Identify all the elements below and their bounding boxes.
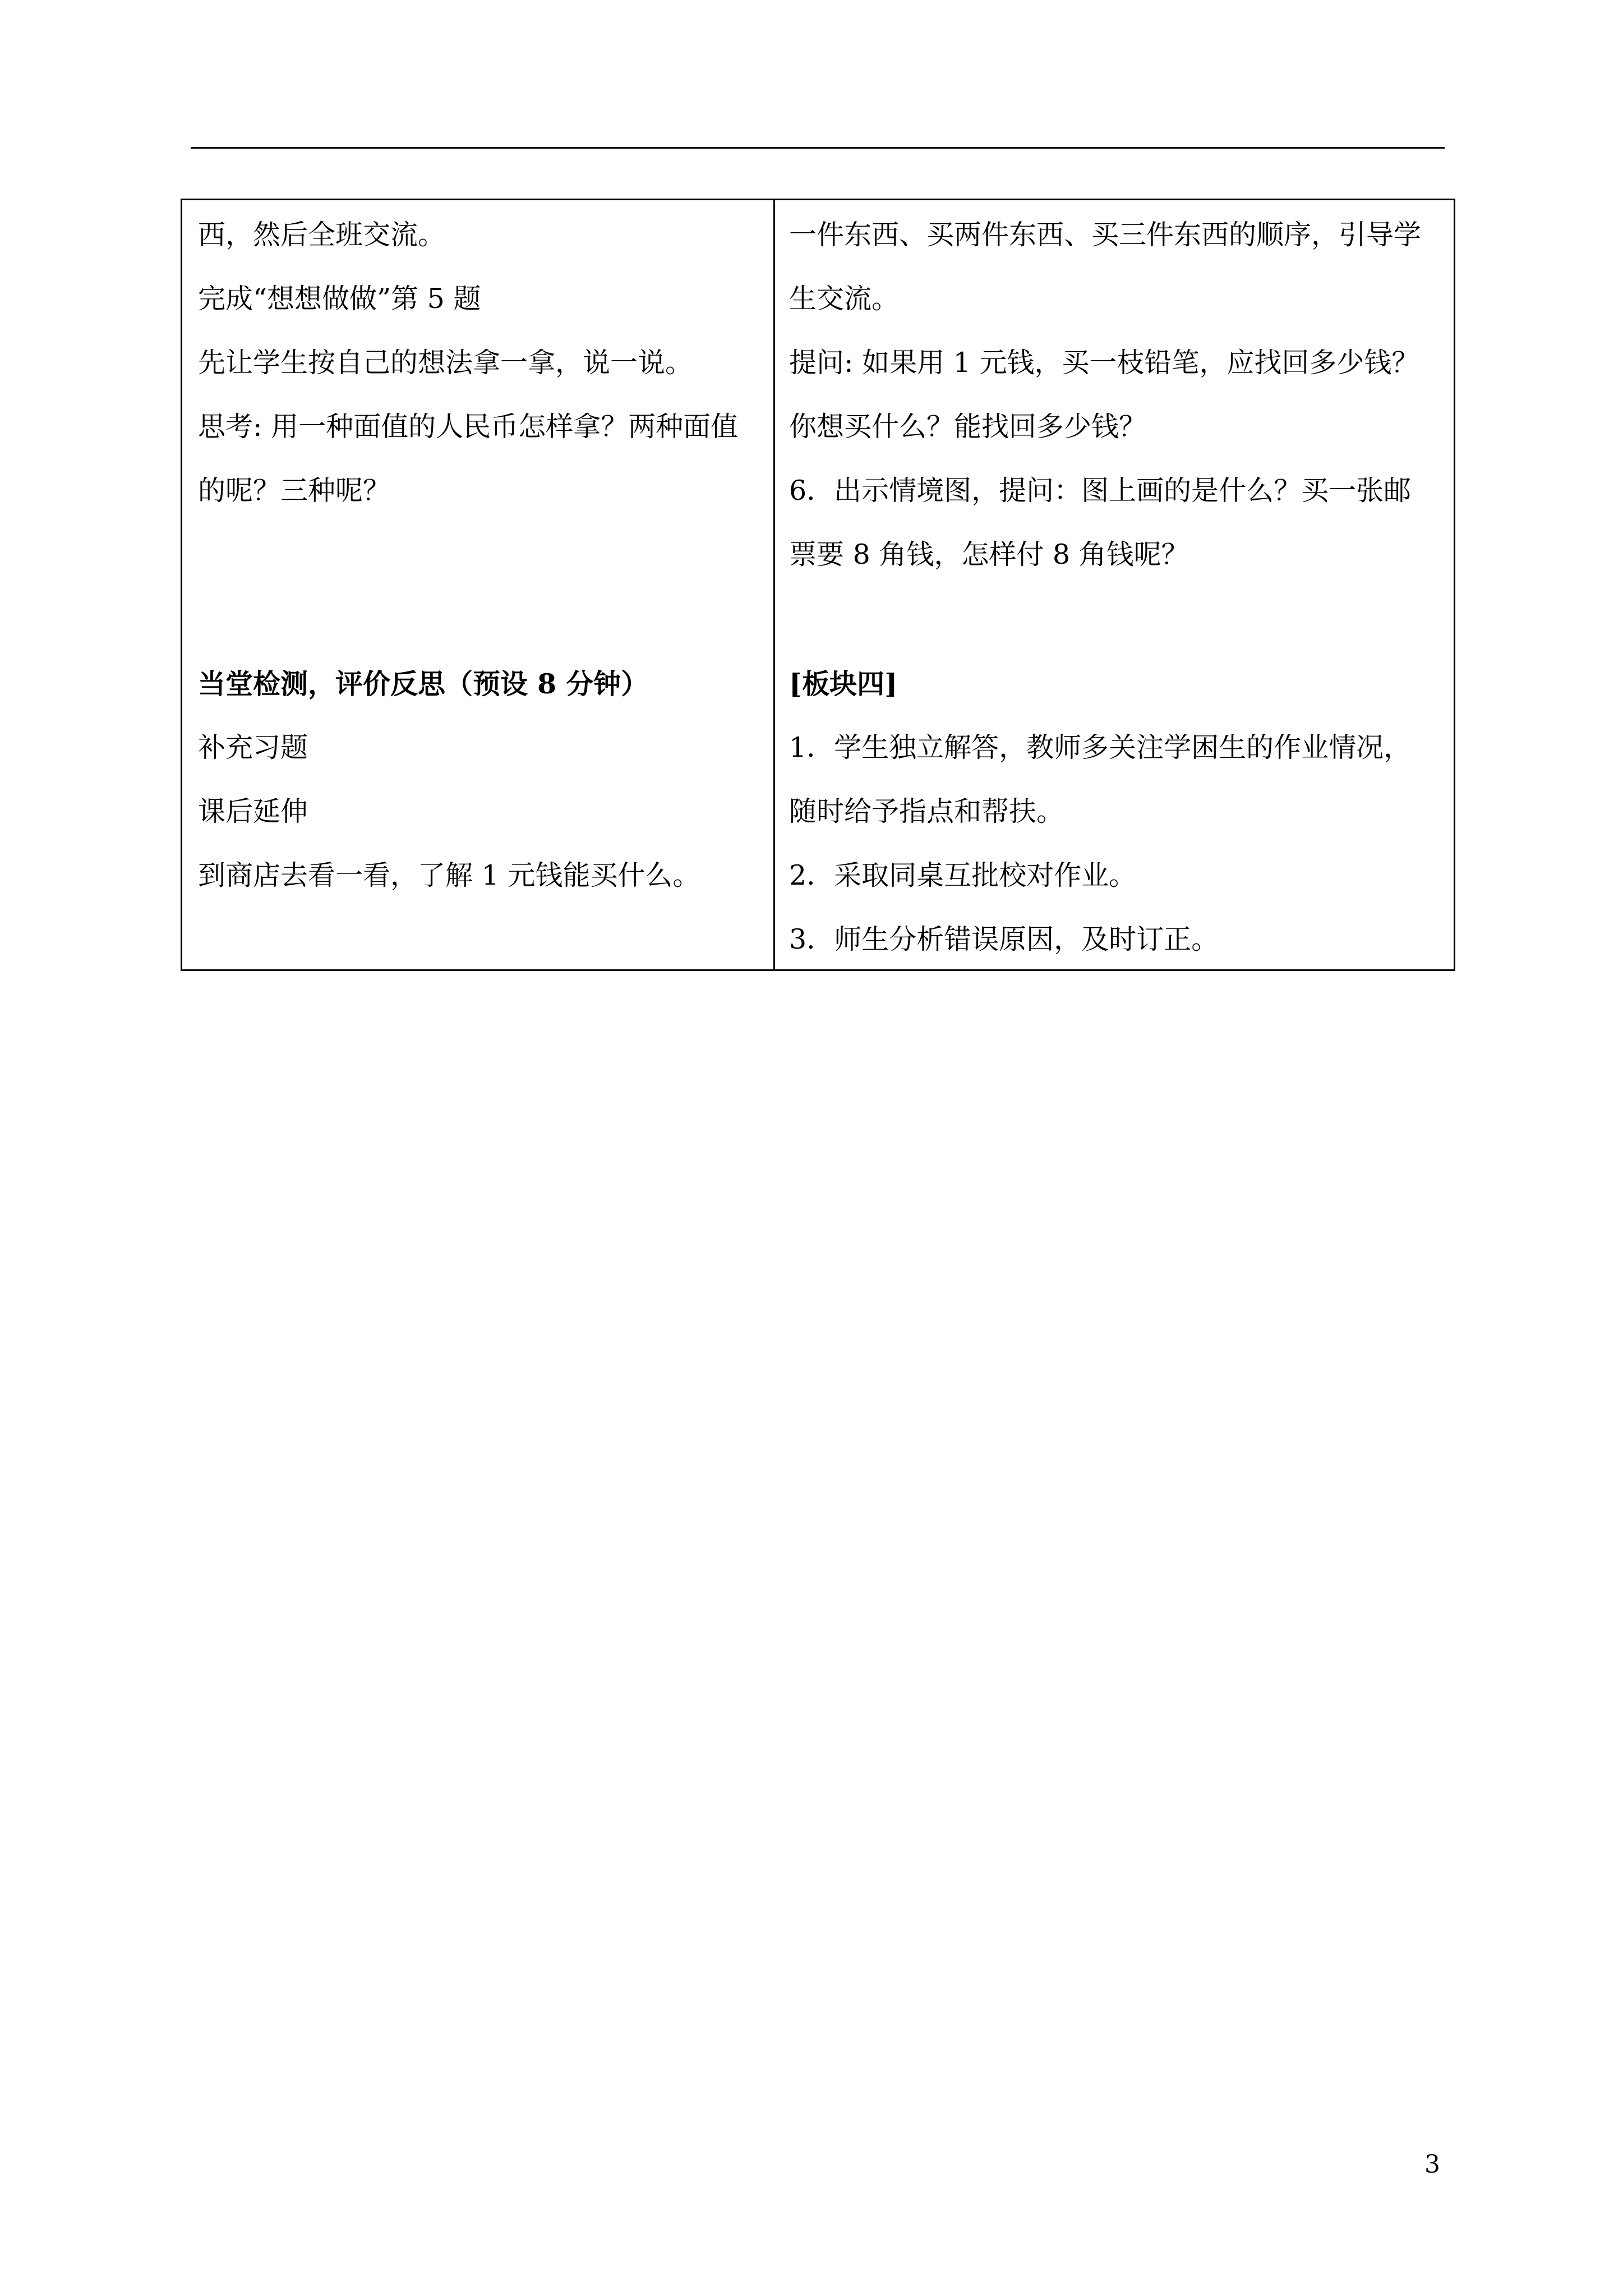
right-text-line: 3．师生分析错误原因，及时订正。 [789, 923, 1219, 955]
right-text-line: 你想买什么？能找回多少钱？ [789, 411, 1147, 443]
section-heading: 当堂检测，评价反思（预设 8 分钟） [198, 668, 649, 700]
left-text-line: 完成“想想做做”第 5 题 [198, 283, 481, 315]
section-heading: [板块四] [789, 668, 898, 700]
right-text-line: 2．采取同桌互批校对作业。 [789, 859, 1137, 891]
lesson-plan-table [181, 199, 1455, 971]
left-text-line: 思考: 用一种面值的人民币怎样拿？两种面值 [198, 411, 739, 443]
left-text-line: 西，然后全班交流。 [198, 219, 446, 251]
left-text-line: 补充习题 [198, 731, 308, 763]
right-text-line: 生交流。 [789, 283, 900, 315]
right-text-line: 一件东西、买两件东西、买三件东西的顺序，引导学 [789, 219, 1422, 251]
right-text-line: 提问: 如果用 1 元钱，买一枝铅笔，应找回多少钱？ [789, 347, 1419, 379]
left-text-line: 课后延伸 [198, 795, 308, 827]
left-text-line: 到商店去看一看，了解 1 元钱能买什么。 [198, 859, 700, 891]
right-text-line: 6．出示情境图，提问：图上画的是什么？买一张邮 [789, 475, 1412, 507]
page-number: 3 [1424, 2150, 1440, 2179]
left-text-line: 的呢？三种呢？ [198, 475, 391, 507]
right-text-line: 随时给予指点和帮扶。 [789, 795, 1064, 827]
right-text-line: 票要 8 角钱，怎样付 8 角钱呢？ [789, 539, 1189, 570]
column-divider [773, 200, 775, 969]
left-text-line: 先让学生按自己的想法拿一拿，说一说。 [198, 347, 693, 379]
right-text-line: 1．学生独立解答，教师多关注学困生的作业情况， [789, 731, 1412, 763]
header-rule [191, 147, 1445, 149]
